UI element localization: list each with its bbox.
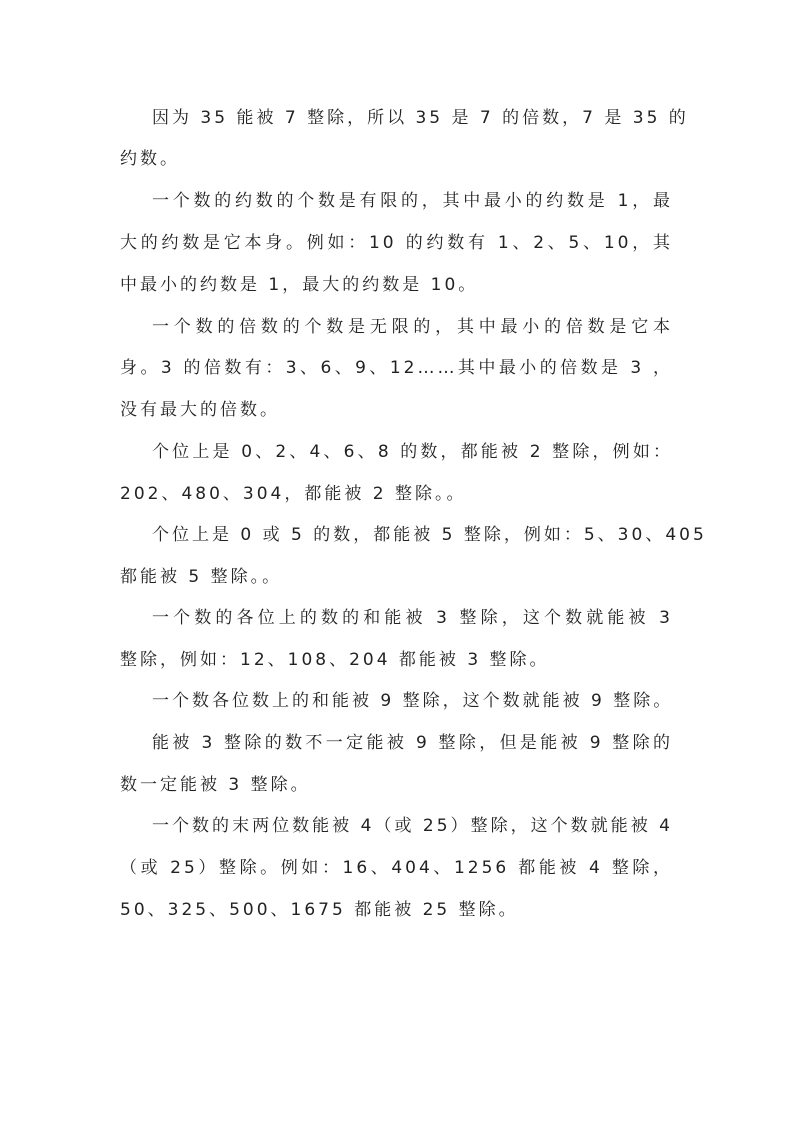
text-line: 50、325、500、1675 都能被 25 整除。 [120, 900, 519, 920]
text-line: 一个数各位数上的和能被 9 整除，这个数就能被 9 整除。 [152, 691, 674, 711]
text-line: （或 25）整除。例如：16、404、1256 都能被 4 整除， [120, 858, 673, 878]
text-line: 202、480、304，都能被 2 整除。。 [120, 484, 467, 504]
text-line: 一个数的各位上的数的和能被 3 整除，这个数就能被 3 [152, 608, 673, 628]
text-line: 约数。 [120, 149, 180, 169]
text-line: 一个数的末两位数能被 4（或 25）整除，这个数就能被 4 [152, 816, 673, 836]
text-line: 身。3 的倍数有：3、6、9、12……其中最小的倍数是 3 ， [120, 358, 673, 378]
text-line: 个位上是 0、2、4、6、8 的数，都能被 2 整除，例如： [152, 442, 673, 462]
text-line: 一个数的倍数的个数是无限的，其中最小的倍数是它本 [152, 317, 673, 337]
text-line: 个位上是 0 或 5 的数，都能被 5 整除，例如：5、30、405 [152, 525, 707, 545]
text-line: 因为 35 能被 7 整除，所以 35 是 7 的倍数，7 是 35 的 [152, 108, 689, 128]
text-line: 一个数的约数的个数是有限的，其中最小的约数是 1，最 [152, 191, 673, 211]
text-line: 能被 3 整除的数不一定能被 9 整除，但是能被 9 整除的 [152, 733, 673, 753]
text-line: 没有最大的倍数。 [120, 400, 280, 420]
text-line: 大的约数是它本身。例如：10 的约数有 1、2、5、10，其 [120, 233, 673, 253]
text-line: 数一定能被 3 整除。 [120, 775, 311, 795]
text-line: 都能被 5 整除。。 [120, 567, 283, 587]
text-line: 整除，例如：12、108、204 都能被 3 整除。 [120, 650, 550, 670]
text-line: 中最小的约数是 1，最大的约数是 10。 [120, 275, 479, 295]
